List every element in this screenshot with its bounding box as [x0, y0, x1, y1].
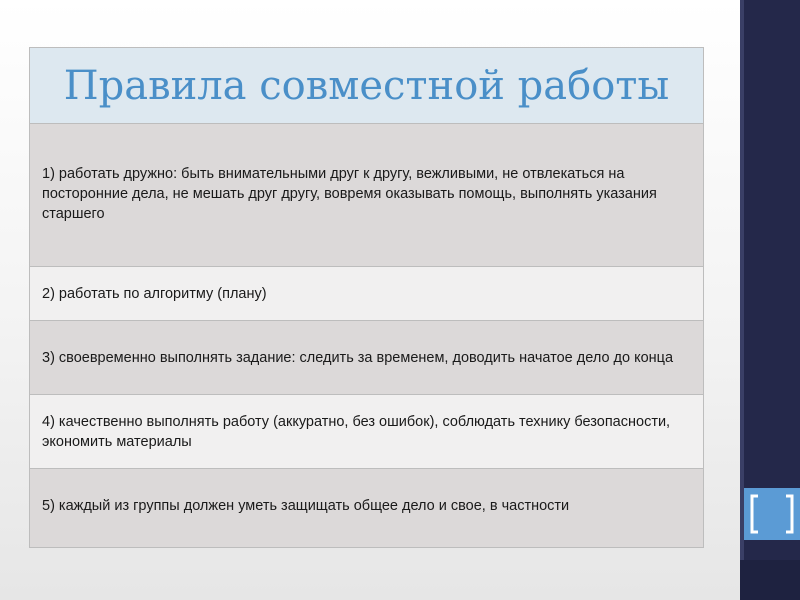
table-row	[30, 469, 704, 548]
rule-3-text: 3) своевременно выполнять задание: следить за временем, доводить начатое дело до конца	[42, 349, 674, 366]
table-row	[30, 321, 704, 395]
bracket-frame-icon	[744, 488, 800, 540]
rule-5-text: 5) каждый из группы должен уметь защищать общее дело и свое, в частности	[42, 498, 570, 514]
page-title: Правила совместной работы	[30, 48, 704, 124]
table-row	[30, 267, 704, 321]
rules-table	[29, 47, 704, 548]
rule-2-text: 2) работать по алгоритму (плану)	[42, 285, 267, 302]
rule-4-text: 4) качественно выполнять работу (аккуратно, без ошибок), соблюдать технику безопасности, экономить материалы	[42, 413, 671, 450]
table-row	[30, 124, 704, 267]
table-row	[30, 395, 704, 469]
rule-1-text: 1) работать дружно: быть внимательными друг к другу, вежливыми, не отвлекаться на посторонние дела, не мешать друг другу, вовремя оказывать помощь, выполнять указания старшего	[42, 166, 657, 222]
slide-nav-button[interactable]	[744, 488, 800, 540]
rules-header-row	[30, 48, 704, 124]
side-panel-footer	[740, 560, 800, 600]
